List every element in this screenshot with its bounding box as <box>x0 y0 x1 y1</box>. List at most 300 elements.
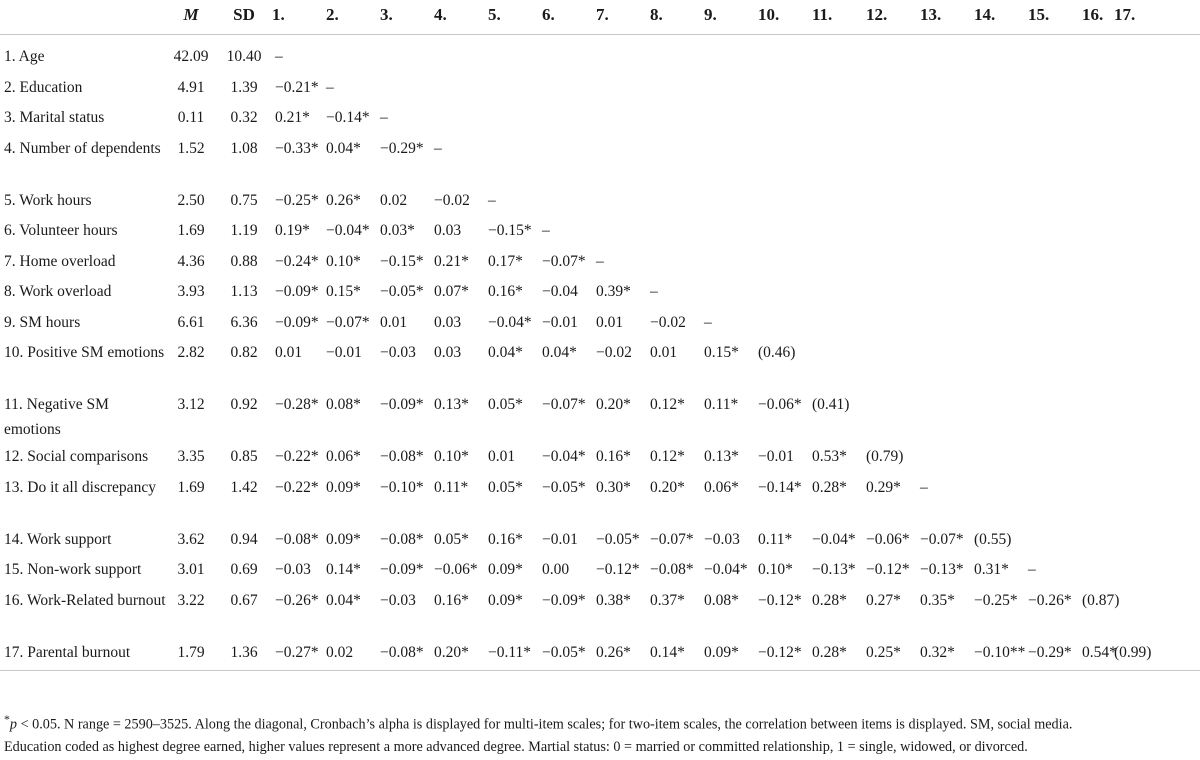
correlation-cell <box>1114 249 1200 280</box>
correlation-cell: 0.16* <box>488 530 523 548</box>
table-row <box>0 588 1200 640</box>
correlation-cell: 0.35* <box>920 591 955 609</box>
correlation-cell: −0.04* <box>542 448 586 465</box>
table-row <box>0 188 1200 219</box>
correlation-cell: (0.79) <box>866 448 904 465</box>
table-body <box>0 35 1200 671</box>
footnote-line-1 <box>4 708 1196 736</box>
correlation-cell <box>812 75 866 106</box>
correlation-cell: 0.04* <box>326 591 361 609</box>
correlation-cell <box>488 75 542 106</box>
correlation-cell <box>488 44 542 75</box>
table-row <box>0 249 1200 280</box>
header-col: 4. <box>434 0 488 35</box>
correlation-cell <box>1114 136 1200 188</box>
correlation-cell <box>866 136 920 188</box>
correlation-cell: 0.03* <box>380 222 415 239</box>
correlation-cell <box>326 44 380 75</box>
correlation-cell: 0.16* <box>596 448 631 465</box>
correlation-cell: – <box>650 283 658 300</box>
correlation-cell: −0.25* <box>974 591 1018 609</box>
correlation-cell <box>380 75 434 106</box>
correlation-cell: 0.20* <box>434 640 488 671</box>
correlation-cell <box>650 249 704 280</box>
correlation-cell <box>1082 75 1114 106</box>
correlation-cell <box>812 249 866 280</box>
correlation-cell <box>1082 444 1114 475</box>
header-mean: M <box>166 0 216 35</box>
correlation-cell: −0.01 <box>542 313 578 331</box>
mean-cell: 0.11 <box>177 109 205 126</box>
mean-cell: 3.35 <box>177 448 205 465</box>
correlation-cell: −0.02 <box>434 191 470 209</box>
correlation-cell <box>920 392 974 444</box>
correlation-cell: 0.15* <box>326 283 361 300</box>
header-col: 1. <box>272 0 326 35</box>
mean-cell: 42.09 <box>173 48 209 65</box>
mean-cell: 1.69 <box>177 478 205 496</box>
sd-cell: 0.67 <box>230 591 258 609</box>
correlation-cell: 0.08* <box>326 396 361 413</box>
correlation-cell <box>1028 75 1082 106</box>
correlation-cell: −0.27* <box>272 640 326 671</box>
correlation-cell <box>920 44 974 75</box>
correlation-cell: 0.54* <box>1082 640 1114 671</box>
correlation-cell <box>974 444 1028 475</box>
correlation-cell <box>650 136 704 188</box>
table-row <box>0 527 1200 558</box>
correlation-cell <box>1082 136 1114 188</box>
correlation-cell <box>974 340 1028 392</box>
correlation-cell: 0.15* <box>704 344 739 361</box>
sd-cell: 1.13 <box>230 283 258 300</box>
correlation-cell: −0.12* <box>758 591 802 609</box>
correlation-cell <box>758 188 812 219</box>
correlation-cell: −0.14* <box>758 478 802 496</box>
correlation-cell: 0.05* <box>488 478 523 496</box>
correlation-cell: −0.04* <box>488 313 532 331</box>
correlation-cell: 0.13* <box>434 396 469 413</box>
header-col: 3. <box>380 0 434 35</box>
variable-label: 16. Work-Related burnout <box>4 591 166 609</box>
correlation-cell <box>1082 340 1114 392</box>
correlation-cell: 0.10* <box>758 561 793 578</box>
table-row <box>0 218 1200 249</box>
correlation-cell <box>1028 218 1082 249</box>
correlation-cell: −0.08* <box>380 530 424 548</box>
correlation-cell <box>866 310 920 341</box>
header-col: 5. <box>488 0 542 35</box>
correlation-cell <box>488 136 542 188</box>
header-sd: SD <box>216 0 272 35</box>
correlation-cell <box>1028 279 1082 310</box>
correlation-cell: 0.37* <box>650 591 685 609</box>
correlation-cell: −0.09* <box>275 313 319 331</box>
correlation-cell <box>866 44 920 75</box>
correlation-cell: 0.05* <box>434 530 469 548</box>
correlation-cell <box>812 310 866 341</box>
correlation-cell: −0.09* <box>380 561 424 578</box>
correlation-cell: −0.06* <box>758 396 802 413</box>
correlation-cell: 0.03 <box>434 313 462 331</box>
correlation-cell: 0.12* <box>650 396 685 413</box>
correlation-cell <box>758 44 812 75</box>
correlation-cell <box>866 75 920 106</box>
correlation-cell: 0.30* <box>596 478 631 496</box>
correlation-cell: −0.06* <box>434 561 478 578</box>
mean-cell: 3.12 <box>177 396 205 413</box>
sd-cell: 0.92 <box>230 396 258 413</box>
sd-cell: 0.88 <box>230 252 258 270</box>
header-col: 8. <box>650 0 704 35</box>
table-header-row <box>0 0 1200 35</box>
correlation-cell: 0.10* <box>326 252 361 270</box>
variable-label: 10. Positive SM emotions <box>4 344 165 361</box>
correlation-cell: −0.07* <box>542 252 586 270</box>
correlation-cell: – <box>596 252 604 270</box>
header-col: 14. <box>974 0 1028 35</box>
correlation-cell: −0.02 <box>596 344 632 361</box>
correlation-cell: −0.10* <box>380 478 424 496</box>
correlation-cell: 0.02 <box>326 640 380 671</box>
correlation-cell: 0.04* <box>488 344 523 361</box>
sd-cell: 1.42 <box>230 478 258 496</box>
correlation-cell <box>758 279 812 310</box>
correlation-cell <box>758 136 812 188</box>
correlation-cell <box>1028 136 1082 188</box>
table-row <box>0 75 1200 106</box>
correlation-cell <box>596 44 650 75</box>
correlation-cell <box>704 44 758 75</box>
correlation-cell <box>1082 310 1114 341</box>
correlation-cell <box>758 249 812 280</box>
correlation-cell: −0.08* <box>380 448 424 465</box>
correlation-cell <box>974 44 1028 75</box>
header-col: 6. <box>542 0 596 35</box>
footnote-line-1-text: < 0.05. N range = 2590–3525. Along the diagonal, Cronbach’s alpha is displayed for multi-item scales; for two-item scales, the correlation between items is displayed. SM, social media. <box>17 716 1073 733</box>
mean-cell: 3.22 <box>177 591 205 609</box>
correlation-cell: 0.01 <box>488 448 516 465</box>
correlation-cell <box>650 218 704 249</box>
correlation-cell: −0.02 <box>650 313 686 331</box>
mean-cell: 3.62 <box>177 530 205 548</box>
table-row <box>0 136 1200 188</box>
correlation-cell <box>596 105 650 136</box>
header-col: 17. <box>1114 0 1200 35</box>
correlation-cell: 0.20* <box>596 396 631 413</box>
mean-cell: 6.61 <box>177 313 205 331</box>
correlation-cell: −0.08* <box>380 640 434 671</box>
header-col: 15. <box>1028 0 1082 35</box>
correlation-cell <box>812 340 866 392</box>
correlation-cell <box>866 279 920 310</box>
correlation-cell: −0.14* <box>326 109 370 126</box>
correlation-cell: −0.29* <box>380 139 424 157</box>
table-row <box>0 444 1200 475</box>
correlation-cell <box>974 136 1028 188</box>
table-row <box>0 44 1200 75</box>
correlation-cell: – <box>704 313 712 331</box>
correlation-cell <box>1028 44 1082 75</box>
correlation-cell <box>974 75 1028 106</box>
header-variable <box>0 0 166 35</box>
variable-label: 5. Work hours <box>4 191 92 209</box>
correlation-cell <box>1114 279 1200 310</box>
correlation-cell: −0.29* <box>1028 640 1082 671</box>
spacer-cell <box>0 35 1200 45</box>
footnote-p: p <box>9 716 18 733</box>
mean-cell: 2.50 <box>177 191 205 209</box>
correlation-cell: 0.02 <box>380 191 408 209</box>
sd-cell: 6.36 <box>230 313 258 331</box>
correlation-cell <box>650 75 704 106</box>
correlation-cell: 0.14* <box>650 640 704 671</box>
correlation-cell <box>812 218 866 249</box>
correlation-cell: −0.13* <box>920 561 964 578</box>
correlation-cell: 0.28* <box>812 640 866 671</box>
correlation-cell: (0.87) <box>1082 591 1120 609</box>
correlation-cell <box>1114 105 1200 136</box>
table-spacer-row <box>0 35 1200 45</box>
correlation-cell <box>1028 249 1082 280</box>
correlation-cell: 0.07* <box>434 283 469 300</box>
correlation-cell <box>1082 475 1114 527</box>
correlation-cell <box>704 136 758 188</box>
correlation-cell: (0.46) <box>758 344 796 361</box>
mean-cell: 3.93 <box>177 283 205 300</box>
correlation-cell: – <box>380 109 388 126</box>
correlation-cell: – <box>542 222 550 239</box>
correlation-cell: – <box>275 48 283 65</box>
mean-cell: 1.52 <box>177 139 205 157</box>
correlation-cell: −0.26* <box>1028 591 1072 609</box>
correlation-cell <box>866 249 920 280</box>
correlation-cell <box>704 75 758 106</box>
correlation-cell: −0.07* <box>326 313 370 331</box>
sd-cell: 0.85 <box>230 448 258 465</box>
correlation-cell: 0.09* <box>326 530 361 548</box>
correlation-cell: −0.03 <box>380 591 416 609</box>
variable-label: 11. Negative SM emotions <box>4 396 109 438</box>
variable-label: 15. Non-work support <box>4 561 142 578</box>
correlation-cell: −0.12* <box>758 640 812 671</box>
sd-cell: 0.32 <box>230 109 258 126</box>
correlation-cell <box>1114 475 1200 527</box>
correlation-cell: 0.21* <box>275 109 310 126</box>
correlation-cell <box>1082 249 1114 280</box>
correlation-cell <box>434 105 488 136</box>
sd-cell: 10.40 <box>226 48 262 65</box>
table-row <box>0 392 1200 444</box>
correlation-cell: – <box>434 139 442 157</box>
correlation-cell <box>758 218 812 249</box>
footnote-line-2: Education coded as highest degree earned, higher values represent a more advanced degree. Martial status: 0 = married or committed relationship, 1 = single, widowed, or divorced. <box>4 738 1028 755</box>
correlation-cell <box>1082 44 1114 75</box>
correlation-cell <box>1114 392 1200 444</box>
correlation-cell <box>866 188 920 219</box>
correlation-cell <box>1082 392 1114 444</box>
correlation-cell: −0.25* <box>275 191 319 209</box>
correlation-cell: 0.04* <box>326 139 361 157</box>
correlation-cell: 0.53* <box>812 448 847 465</box>
correlation-cell: −0.03 <box>380 344 416 361</box>
correlation-cell: 0.11* <box>758 530 793 548</box>
correlation-cell: −0.01 <box>542 530 578 548</box>
correlation-cell: 0.25* <box>866 640 920 671</box>
correlation-cell: 0.19* <box>275 222 310 239</box>
correlation-cell: 0.17* <box>488 252 523 270</box>
correlation-cell <box>650 188 704 219</box>
footnote-asterisk: * <box>4 712 10 726</box>
correlation-cell <box>1114 340 1200 392</box>
correlation-cell <box>1082 188 1114 219</box>
correlation-cell <box>704 249 758 280</box>
correlation-cell <box>974 188 1028 219</box>
correlation-cell: −0.01 <box>326 344 362 361</box>
correlation-cell: 0.06* <box>704 478 739 496</box>
correlation-cell: −0.22* <box>275 448 319 465</box>
correlation-cell: −0.07* <box>650 530 694 548</box>
correlation-cell <box>1028 105 1082 136</box>
variable-label: 3. Marital status <box>4 109 105 126</box>
correlation-cell: 0.21* <box>434 252 469 270</box>
correlation-cell: −0.03 <box>275 561 311 578</box>
correlation-cell <box>434 44 488 75</box>
correlation-cell <box>974 279 1028 310</box>
correlation-cell <box>812 105 866 136</box>
correlation-cell: −0.04 <box>542 283 578 300</box>
correlation-cell: −0.04* <box>812 530 856 548</box>
correlation-cell: −0.07* <box>920 530 964 548</box>
correlation-cell <box>650 105 704 136</box>
correlation-cell <box>542 105 596 136</box>
correlation-cell <box>920 444 974 475</box>
correlation-cell: 0.38* <box>596 591 631 609</box>
correlation-cell <box>1114 527 1200 558</box>
sd-cell: 0.94 <box>230 530 258 548</box>
correlation-cell: −0.05* <box>542 478 586 496</box>
correlation-cell: 0.12* <box>650 448 685 465</box>
correlation-cell <box>434 75 488 106</box>
mean-cell: 1.79 <box>166 640 216 671</box>
correlation-cell <box>812 136 866 188</box>
correlation-cell: −0.15* <box>380 252 424 270</box>
table-row <box>0 340 1200 392</box>
mean-cell: 3.01 <box>177 561 205 578</box>
correlation-cell <box>704 279 758 310</box>
correlation-cell: −0.13* <box>812 561 856 578</box>
correlation-cell <box>920 340 974 392</box>
correlation-cell: −0.08* <box>650 561 694 578</box>
correlation-cell: 0.00 <box>542 561 570 578</box>
header-col: 16. <box>1082 0 1114 35</box>
correlation-cell: −0.10** <box>974 640 1028 671</box>
correlation-cell: 0.01 <box>650 344 678 361</box>
correlation-cell: 0.29* <box>866 478 901 496</box>
correlation-cell: 0.10* <box>434 448 469 465</box>
correlation-cell <box>1114 557 1200 588</box>
sd-cell: 1.19 <box>230 222 258 239</box>
correlation-cell <box>542 44 596 75</box>
correlation-cell <box>1114 218 1200 249</box>
correlation-cell <box>704 105 758 136</box>
table-row <box>0 105 1200 136</box>
variable-label: 4. Number of dependents <box>4 139 161 157</box>
correlation-cell <box>974 310 1028 341</box>
correlation-cell: (0.41) <box>812 396 850 413</box>
correlation-cell <box>1114 444 1200 475</box>
variable-label: 8. Work overload <box>4 283 112 300</box>
correlation-cell: 0.14* <box>326 561 361 578</box>
correlation-cell <box>866 340 920 392</box>
table-row <box>0 475 1200 527</box>
correlation-cell: 0.09* <box>704 640 758 671</box>
correlation-cell: −0.01 <box>758 448 794 465</box>
correlation-cell <box>920 310 974 341</box>
correlation-cell <box>596 75 650 106</box>
correlation-cell: 0.28* <box>812 591 847 609</box>
correlation-cell <box>758 75 812 106</box>
correlation-cell <box>1114 588 1200 640</box>
correlation-cell <box>488 105 542 136</box>
correlation-cell: 0.01 <box>275 344 303 361</box>
correlation-cell <box>974 249 1028 280</box>
sd-cell: 1.39 <box>230 78 258 96</box>
correlation-cell: 0.13* <box>704 448 739 465</box>
correlation-cell: – <box>1028 561 1036 578</box>
correlation-cell: −0.09* <box>542 591 586 609</box>
correlation-cell <box>974 105 1028 136</box>
correlation-cell: 0.11* <box>704 396 739 413</box>
correlation-cell: −0.06* <box>866 530 910 548</box>
variable-label: 14. Work support <box>4 530 112 548</box>
correlation-cell <box>974 218 1028 249</box>
correlation-cell: 0.01 <box>596 313 624 331</box>
variable-label: 1. Age <box>4 48 45 65</box>
correlation-cell <box>974 475 1028 527</box>
variable-label: 9. SM hours <box>4 313 81 331</box>
correlation-cell <box>1028 188 1082 219</box>
correlation-cell: 0.05* <box>488 396 523 413</box>
correlation-cell: −0.26* <box>275 591 319 609</box>
correlation-cell <box>812 279 866 310</box>
correlation-cell: (0.55) <box>974 530 1012 548</box>
correlation-cell: 0.26* <box>326 191 361 209</box>
correlation-cell: −0.12* <box>596 561 640 578</box>
correlation-cell <box>1114 75 1200 106</box>
correlation-cell <box>920 249 974 280</box>
correlation-cell: −0.07* <box>542 396 586 413</box>
correlation-cell <box>1028 527 1082 558</box>
correlation-cell: 0.31* <box>974 561 1009 578</box>
correlation-cell <box>812 44 866 75</box>
correlation-cell: 0.06* <box>326 448 361 465</box>
correlation-cell: 0.28* <box>812 478 847 496</box>
correlation-cell <box>1082 218 1114 249</box>
correlation-cell: −0.22* <box>275 478 319 496</box>
correlation-cell: −0.21* <box>275 78 319 96</box>
correlation-cell <box>866 218 920 249</box>
correlation-cell: (0.99) <box>1114 640 1200 671</box>
correlation-cell <box>1028 475 1082 527</box>
correlation-cell <box>920 279 974 310</box>
header-col: 7. <box>596 0 650 35</box>
table-row <box>0 310 1200 341</box>
correlation-cell: −0.33* <box>275 139 319 157</box>
mean-cell: 4.91 <box>177 78 205 96</box>
header-col: 2. <box>326 0 380 35</box>
correlation-cell <box>812 188 866 219</box>
